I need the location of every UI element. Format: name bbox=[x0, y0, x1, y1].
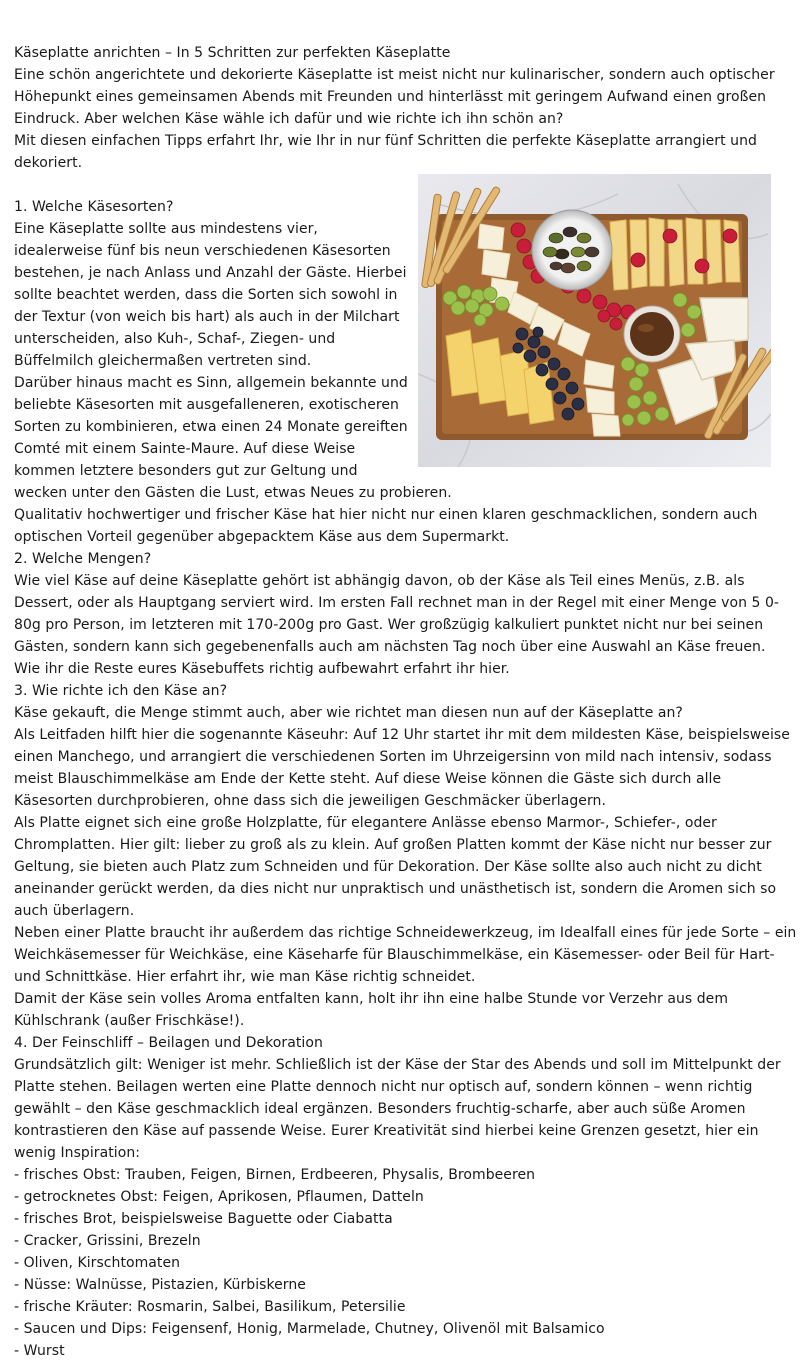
article-title: Käseplatte anrichten – In 5 Schritten zur perfekten Käseplatte bbox=[14, 45, 451, 61]
section-heading: 4. Der Feinschliff – Beilagen und Dekoration bbox=[14, 1035, 323, 1051]
section-paragraph: Darüber hinaus macht es Sinn, allgemein bekannte und beliebte Käsesorten mit ausgefalleneren, exotischeren Sorten zu kombinieren, etwa einen 24 Monate gereiften Comté mit einem Sainte-Maure. Auf diese Weise kommen letztere besonders gut zur Geltung und wecken unter den Gästen die Lust, etwas Neues zu probieren. bbox=[14, 375, 452, 501]
section-heading: 1. Welche Käsesorten? bbox=[14, 199, 174, 215]
section-paragraph: Damit der Käse sein volles Aroma entfalten kann, holt ihr ihn eine halbe Stunde vor Verzehr aus dem Kühlschrank (außer Frischkäse!). bbox=[14, 991, 729, 1029]
section-paragraph: Qualitativ hochwertiger und frischer Käse hat hier nicht nur einen klaren geschmacklichen, sondern auch optischen Vorteil gegenüber abgepacktem Käse aus dem Supermarkt. bbox=[14, 507, 758, 545]
list-item: - Nüsse: Walnüsse, Pistazien, Kürbiskerne bbox=[14, 1277, 306, 1293]
list-item: - frisches Brot, beispielsweise Baguette oder Ciabatta bbox=[14, 1211, 393, 1227]
section-paragraph: Als Platte eignet sich eine große Holzplatte, für elegantere Anlässe ebenso Marmor-, Schiefer-, oder Chromplatten. Hier gilt: lieber zu groß als zu klein. Auf großen Platten kommt der Käse nicht nur besser zur Geltung, sie bieten auch Platz zum Schneiden und für Dekoration. Der Käse sollte also auch nicht zu dicht aneinander gerückt werden, da dies nicht nur unpraktisch und unästhetisch ist, sondern die Aromen sich so auch überlagern. bbox=[14, 815, 777, 919]
section-heading: 2. Welche Mengen? bbox=[14, 551, 152, 567]
storage-link-paragraph[interactable]: Wie ihr die Reste eures Käsebuffets richtig aufbewahrt erfahrt ihr hier. bbox=[14, 661, 510, 677]
list-item: - Saucen und Dips: Feigensenf, Honig, Marmelade, Chutney, Olivenöl mit Balsamico bbox=[14, 1321, 605, 1337]
cutting-link-paragraph[interactable]: Neben einer Platte braucht ihr außerdem das richtige Schneidewerkzeug, im Idealfall eines für jede Sorte – ein Weichkäsemesser für Weichkäse, eine Käseharfe für Blauschimmelkäse, ein Käsemesser- oder Beil für Hart- und Schnittkäse. Hier erfahrt ihr, wie man Käse richtig schneidet. bbox=[14, 925, 797, 985]
section-paragraph: Käse gekauft, die Menge stimmt auch, aber wie richtet man diesen nun auf der Käseplatte an? bbox=[14, 705, 683, 721]
list-item: - Oliven, Kirschtomaten bbox=[14, 1255, 181, 1271]
intro-paragraph: Eine schön angerichtete und dekorierte Käseplatte ist meist nicht nur kulinarischer, sondern auch optischer Höhepunkt eines gemeinsamen Abends mit Freunden und hinterlässt mit geringem Aufwand einen großen Eindruck. Aber welchen Käse wähle ich dafür und wie richte ich ihn schön an? bbox=[14, 67, 775, 127]
article bbox=[14, 42, 800, 1362]
list-item: - Cracker, Grissini, Brezeln bbox=[14, 1233, 201, 1249]
cheese-platter-image bbox=[418, 174, 771, 467]
accompaniments-list bbox=[14, 1164, 800, 1362]
section-heading: 3. Wie richte ich den Käse an? bbox=[14, 683, 228, 699]
list-item: - getrocknetes Obst: Feigen, Aprikosen, Pflaumen, Datteln bbox=[14, 1189, 424, 1205]
list-item: - Wurst bbox=[14, 1343, 65, 1359]
list-item: - frische Kräuter: Rosmarin, Salbei, Basilikum, Petersilie bbox=[14, 1299, 406, 1315]
section-paragraph: Als Leitfaden hilft hier die sogenannte Käseuhr: Auf 12 Uhr startet ihr mit dem mildesten Käse, beispielsweise einen Manchego, und arrangiert die verschiedenen Sorten im Uhrzeigersinn von mild nach intensiv, sodass meist Blauschimmelkäse am Ende der Kette steht. Auf diese Weise können die Gäste sich durch alle Käsesorten durchprobieren, ohne dass sich die jeweiligen Geschmäcker überlagern. bbox=[14, 727, 790, 809]
intro-paragraph: Mit diesen einfachen Tipps erfahrt Ihr, wie Ihr in nur fünf Schritten die perfekte Käseplatte arrangiert und dekoriert. bbox=[14, 133, 757, 171]
section-paragraph: Grundsätzlich gilt: Weniger ist mehr. Schließlich ist der Käse der Star des Abends und soll im Mittelpunkt der Platte stehen. Beilagen werten eine Platte dennoch nicht nur optisch auf, sondern können – wenn richtig gewählt – den Käse geschmacklich ideal ergänzen. Besonders fruchtig-scharfe, aber auch süße Aromen kontrastieren den Käse auf passende Weise. Eurer Kreativität sind hierbei keine Grenzen gesetzt, hier ein wenig Inspiration: bbox=[14, 1057, 781, 1161]
section-paragraph: Eine Käseplatte sollte aus mindestens vier, idealerweise fünf bis neun verschiedenen Käsesorten bestehen, je nach Anlass und Anzahl der Gäste. Hierbei sollte beachtet werden, dass die Sorten sich sowohl in der Textur (von weich bis hart) als auch in der Milchart unterscheiden, also Kuh-, Schaf-, Ziegen- und Büffelmilch gleichermaßen vertreten sind. bbox=[14, 221, 407, 369]
list-item: - frisches Obst: Trauben, Feigen, Birnen, Erdbeeren, Physalis, Brombeeren bbox=[14, 1167, 536, 1183]
section-paragraph: Wie viel Käse auf deine Käseplatte gehört ist abhängig davon, ob der Käse als Teil eines Menüs, z.B. als Dessert, oder als Hauptgang serviert wird. Im ersten Fall rechnet man in der Regel mit einer Menge von 5 0-80g pro Person, im letzteren mit 170-200g pro Gast. Wer großzügig kalkuliert punktet nicht nur bei seinen Gästen, sondern kann sich gegebenenfalls auch am nächsten Tag noch über eine Auswahl an Käse freuen. bbox=[14, 573, 780, 655]
